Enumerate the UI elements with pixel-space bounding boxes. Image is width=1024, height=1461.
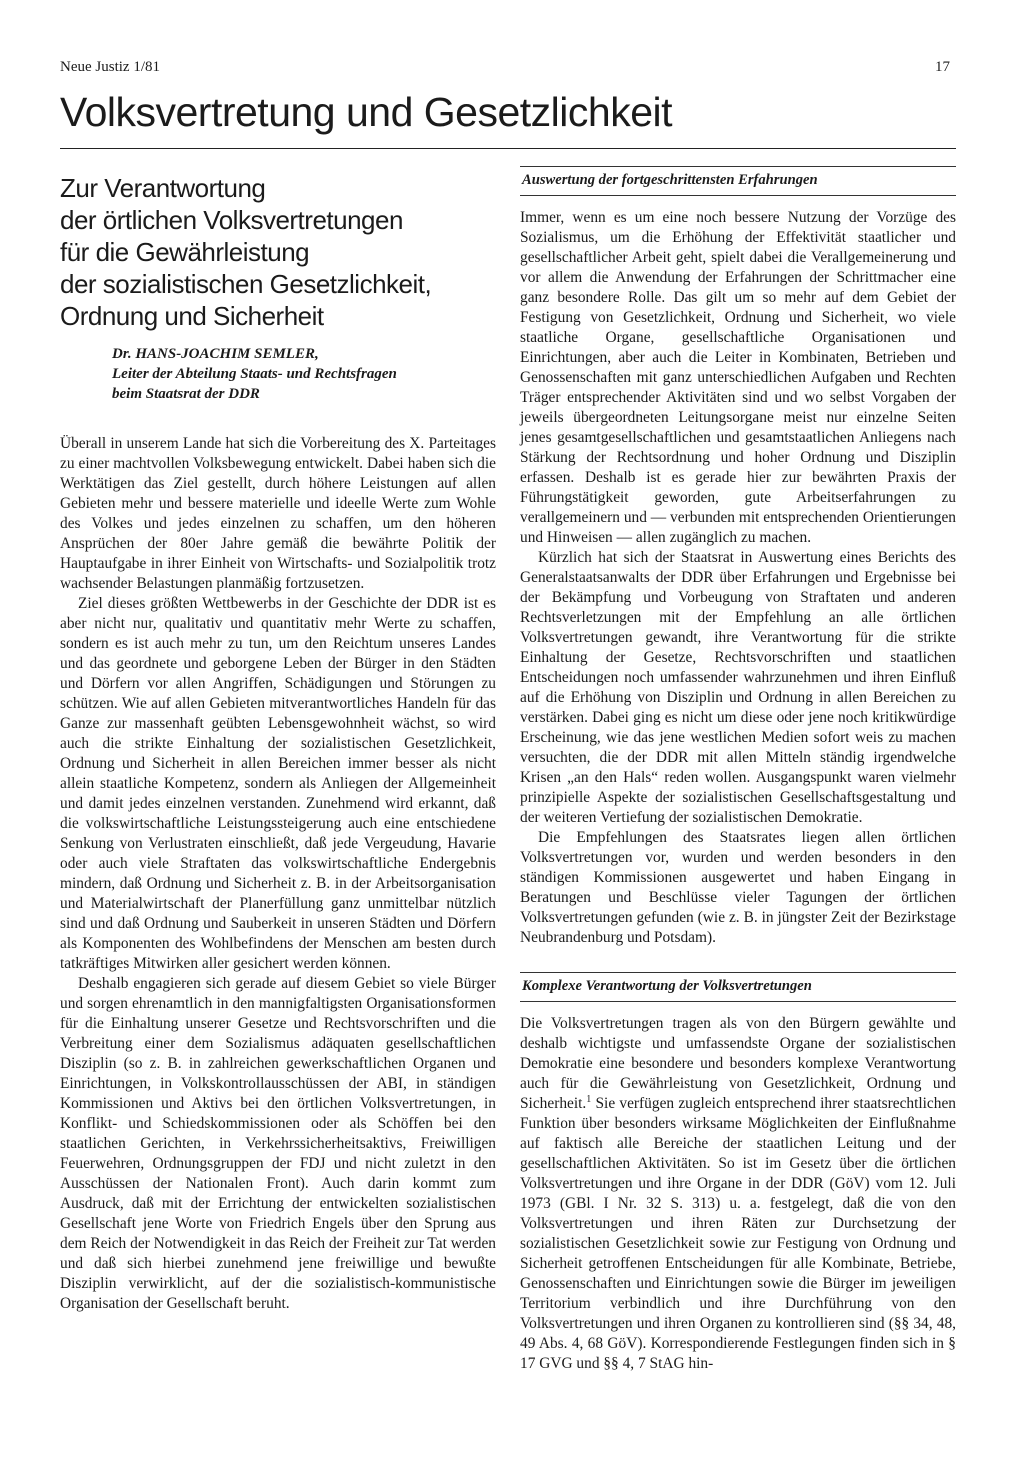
paragraph-text: Die Volksvertretungen tragen als von den Bürgern gewählte und deshalb wichtigste und umfassendste Organe der sozialistischen Demokratie eine besondere und besonders komplexe Verantwortung auch für die Gewährleistung von Gesetzlichkeit, Ordnung und Sicherheit.	[520, 1015, 956, 1112]
body-paragraph: Deshalb engagieren sich gerade auf diesem Gebiet so viele Bürger und sorgen ehrenamtlich in den mannigfaltigsten Organisationsformen für die Einhaltung unserer Gesetze und Rechtsvorschriften und die Verbreitung einer dem Sozialismus adäquaten gesellschaftlichen Disziplin (so z. B. in zahlreichen gewerkschaftlichen Organen und Einrichtungen, in Volkskontrollausschüssen der ABI, in ständigen Kommissionen und Aktivs bei den örtlichen Volksvertretungen, in Konflikt- und Schiedskommissionen oder als Schöffen bei den staatlichen Gerichten, in Verkehrssicherheitsaktivs, Freiwilligen Feuerwehren, Ordnungsgruppen der FDJ und nicht zuletzt in den Ausschüssen der Nationalen Front). Auch darin kommt zum Ausdruck, daß mit der Errichtung der entwickelten sozialistischen Gesellschaft jene Worte von Friedrich Engels über den Sprung aus dem Reich der Notwendigkeit in das Reich der Freiheit zur Tat werden und daß sich hierbei zunehmend jene freiwillige und bewußte Disziplin verwirklicht, auf der die sozialistisch-kommunistische Organisation der Gesellschaft beruht.	[60, 975, 496, 1312]
body-paragraph: Die Empfehlungen des Staatsrates liegen allen örtlichen Volksvertretungen vor, wurden und werden besonders in den ständigen Kommissionen ausgewertet und haben Eingang in Beratungen und Beschlüsse vieler Tagungen der örtlichen Volksvertretungen gefunden (wie z. B. in jüngster Zeit der Bezirkstage Neubrandenburg und Potsdam).	[520, 829, 956, 946]
subheading-experience: Auswertung der fortgeschrittensten Erfahrungen	[522, 172, 818, 188]
article-title-line: Ordnung und Sicherheit	[60, 301, 324, 331]
body-paragraph: Ziel dieses größten Wettbewerbs in der Geschichte der DDR ist es aber nicht nur, qualitativ und quantitativ mehr Werte zu schaffen, sondern es ist auch mehr zu tun, um den Reichtum unseres Landes und das geordnete und geborgene Leben der Bürger in den Städten und Dörfern vor allen Angriffen, Schädigungen und Störungen zu schützen. Wie auf allen Gebieten mitverantwortliches Handeln für das Ganze zur massenhaft geübten Lebensgewohnheit wächst, so wird auch die strikte Einhaltung der sozialistischen Gesetzlichkeit, Ordnung und Sicherheit in allen Bereichen immer besser als nicht allein staatliche Kompetenz, sondern als Anliegen der Allgemeinheit und damit jedes einzelnen verstanden. Zunehmend wird erkannt, daß die volkswirtschaftliche Leistungssteigerung auch eine entschiedene Senkung von Verlustraten einschließt, daß jede Vergeudung, Havarie oder auch viele Straftaten das volkswirtschaftliche Endergebnis mindern, daß Ordnung und Sicherheit z. B. in der Arbeitsorganisation und Materialwirtschaft der Planerfüllung ganz unmittelbar nützlich sind und daß Ordnung und Sauberkeit in unseren Städten und Dörfern als Komponenten des Wohlbefindens der Menschen am besten durch tatkräftiges Mitwirken aller gesichert werden können.	[60, 595, 496, 972]
body-paragraph: Kürzlich hat sich der Staatsrat in Auswertung eines Berichts des Generalstaatsanwalts der DDR über Erfahrungen und Ergebnisse bei der Bekämpfung und Vorbeugung von Straftaten und anderen Rechtsverletzungen mit der Empfehlung an alle örtlichen Volksvertretungen gewandt, ihre Verantwortung für die strikte Einhaltung der Gesetze, Rechtsvorschriften und staatlichen Entscheidungen noch umfassender wahrzunehmen und ihren Einfluß auf die Erhöhung von Disziplin und Ordnung in allen Bereichen zu verstärken. Dabei ging es nicht um diese oder jene noch kritikwürdige Erscheinung, wie das jene westlichen Medien sofort weis zu machen versuchten, die der DDR mit allen Mitteln ständig irgendwelche Krisen „an den Hals“ reden wollen. Ausgangspunkt waren vielmehr prinzipielle Aspekte der sozialistischen Gesellschaftsgestaltung und der weiteren Vertiefung der sozialistischen Demokratie.	[520, 549, 956, 826]
subheading-responsibility: Komplexe Verantwortung der Volksvertretungen	[522, 978, 812, 994]
running-header	[60, 58, 950, 76]
right-column-part-1	[520, 208, 956, 948]
journal-issue: Neue Justiz 1/81	[60, 59, 160, 75]
article-title	[60, 172, 440, 332]
subheading-rule	[520, 972, 956, 973]
right-column-part-2	[520, 1014, 956, 1374]
article-title-line: der örtlichen Volksvertretungen	[60, 205, 403, 235]
author-name: Dr. HANS-JOACHIM SEMLER,	[112, 346, 319, 362]
subheading-rule	[520, 166, 956, 167]
page-number: 17	[935, 59, 950, 75]
title-rule	[60, 148, 956, 149]
section-title: Volksvertretung und Gesetzlichkeit	[60, 89, 672, 135]
article-title-line: für die Gewährleistung	[60, 237, 310, 267]
paragraph-text: Sie verfügen zugleich entsprechend ihrer staatsrechtlichen Funktion über besonders wirksame Möglichkeiten der Einflußnahme auf faktisch alle Bereiche der staatlichen Leitung und der gesellschaftlichen Aktivitäten. So ist im Gesetz über die örtlichen Volksvertretungen und ihre Organe in der DDR (GöV) vom 12. Juli 1973 (GBl. I Nr. 32 S. 313) u. a. festgelegt, daß die von den Volksvertretungen und ihren Räten zur Durchsetzung der sozialistischen Gesetzlichkeit sowie zur Festigung von Ordnung und Sicherheit getroffenen Entscheidungen für alle Kombinate, Betriebe, Genossenschaften und Einrichtungen sowie die Bürger im jeweiligen Territorium verbindlich und ihre Durchführung von den Volksvertretungen und ihren Organen zu kontrollieren sind (§§ 34, 48, 49 Abs. 4, 68 GöV). Korrespondierende Festlegungen finden sich in § 17 GVG und §§ 4, 7 StAG hin-	[520, 1095, 956, 1372]
author-role: Leiter der Abteilung Staats- und Rechtsfragen	[112, 366, 397, 382]
left-column	[60, 434, 496, 1314]
footnote-reference: 1	[586, 1093, 592, 1105]
article-title-line: der sozialistischen Gesetzlichkeit,	[60, 269, 432, 299]
body-paragraph: Immer, wenn es um eine noch bessere Nutzung der Vorzüge des Sozialismus, um die Erhöhung der Effektivität staatlicher und gesellschaftlicher Arbeit geht, spielt dabei die Verallgemeinerung und vor allem die Anwendung der Erfahrungen der Schrittmacher eine ganz besondere Rolle. Das gilt um so mehr auf dem Gebiet der Festigung von Gesetzlichkeit, Ordnung und Sicherheit, wo viele staatliche Organe, gesellschaftliche Organisationen und Einrichtungen, aber auch die Leiter in Kombinaten, Betrieben und Genossenschaften mit ganz unterschiedlichen Aufgaben und Rechten Träger entsprechender Aktivitäten sind und wo selbst Vorgaben der jeweils übergeordneten Leitungsorgane meist nur einzelne Seiten jenes gesamtgesellschaftlichen und gesamtstaatlichen Anliegens nach Stärkung der Rechtsordnung und hoher Ordnung und Disziplin erfassen. Deshalb ist es gerade hier zur bewährten Praxis der Führungstätigkeit geworden, gute Arbeitserfahrungen zu verallgemeinern und — verbunden mit entsprechenden Orientierungen und Hinweisen — allen zugänglich zu machen.	[520, 209, 956, 546]
article-title-line: Zur Verantwortung	[60, 173, 266, 203]
author-affiliation: beim Staatsrat der DDR	[112, 386, 260, 402]
subheading-rule	[520, 195, 956, 196]
author-block	[112, 344, 472, 404]
body-paragraph	[520, 1014, 956, 1374]
body-paragraph: Überall in unserem Lande hat sich die Vorbereitung des X. Parteitages zu einer machtvollen Volksbewegung entwickelt. Dabei haben sich die Werktätigen das Ziel gestellt, durch höhere Leistungen auf allen Gebieten mehr und bessere materielle und ideelle Werte zum Wohle des Volkes und jedes einzelnen zu schaffen, um den höheren Ansprüchen der 80er Jahre gemäß die bewährte Politik der Hauptaufgabe in ihrer Einheit von Wirtschafts- und Sozialpolitik trotz wachsender Belastungen planmäßig fortzusetzen.	[60, 435, 496, 592]
subheading-rule	[520, 1001, 956, 1002]
